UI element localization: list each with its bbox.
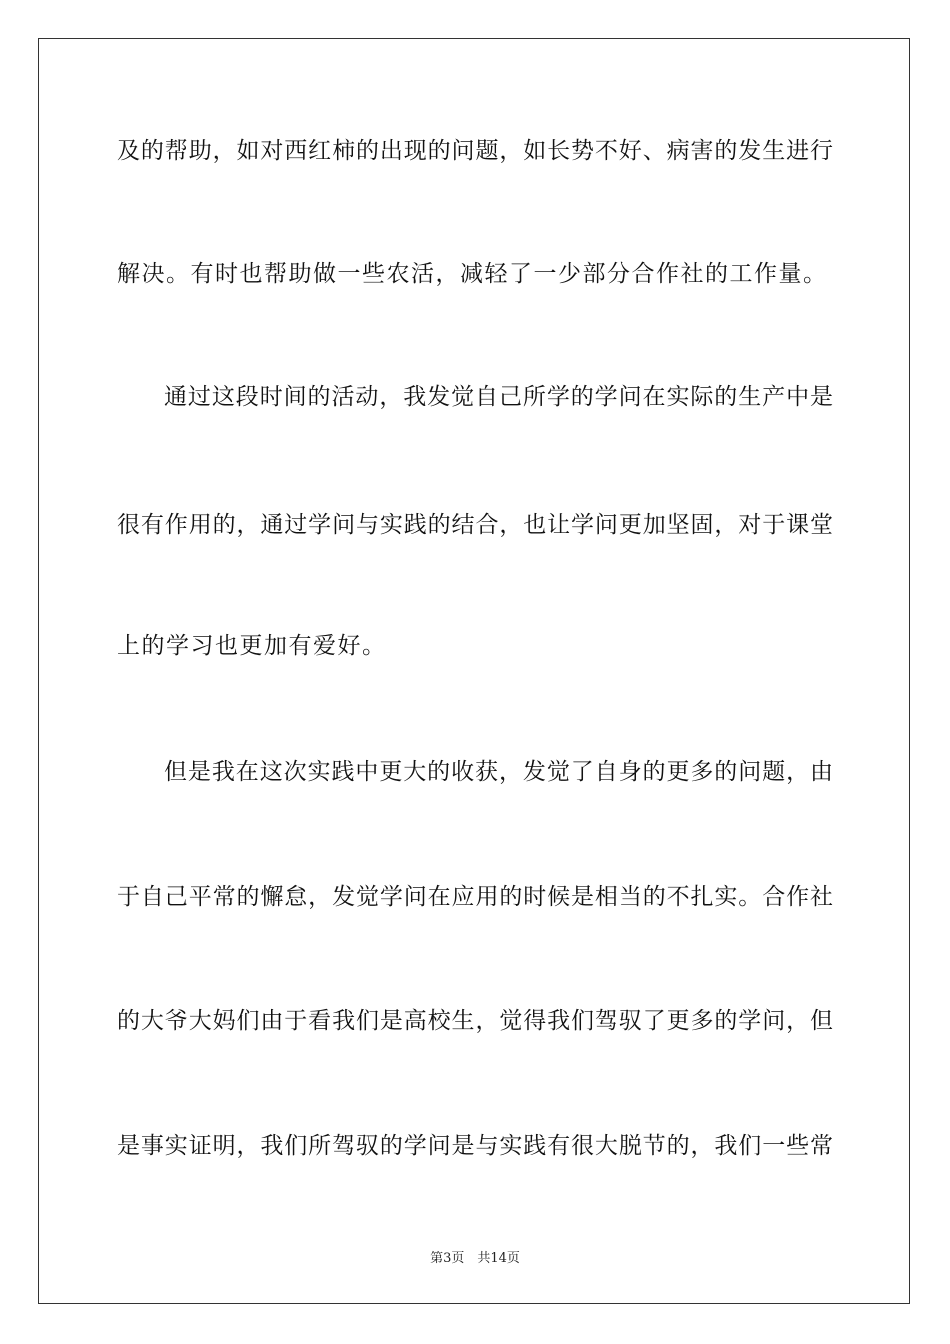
- text-line: 及的帮助，如对西红柿的出现的问题，如长势不好、病害的发生进行: [117, 138, 833, 164]
- text-line: 但是我在这次实践中更大的收获，发觉了自身的更多的问题，由: [164, 759, 833, 785]
- text-line: 解决。有时也帮助做一些农活，减轻了一少部分合作社的工作量。: [117, 261, 828, 287]
- text-line: 通过这段时间的活动，我发觉自己所学的学问在实际的生产中是: [164, 384, 833, 410]
- page-number: 第3页 共14页: [430, 1251, 520, 1266]
- text-line: 于自己平常的懈怠，发觉学问在应用的时候是相当的不扎实。合作社: [117, 884, 833, 910]
- text-line: 很有作用的，通过学问与实践的结合，也让学问更加坚固，对于课堂: [117, 512, 833, 538]
- page-border: [38, 38, 910, 1304]
- text-line: 上的学习也更加有爱好。: [117, 633, 387, 659]
- text-line: 是事实证明，我们所驾驭的学问是与实践有很大脱节的，我们一些常: [117, 1133, 833, 1159]
- text-line: 的大爷大妈们由于看我们是高校生，觉得我们驾驭了更多的学问，但: [117, 1008, 833, 1034]
